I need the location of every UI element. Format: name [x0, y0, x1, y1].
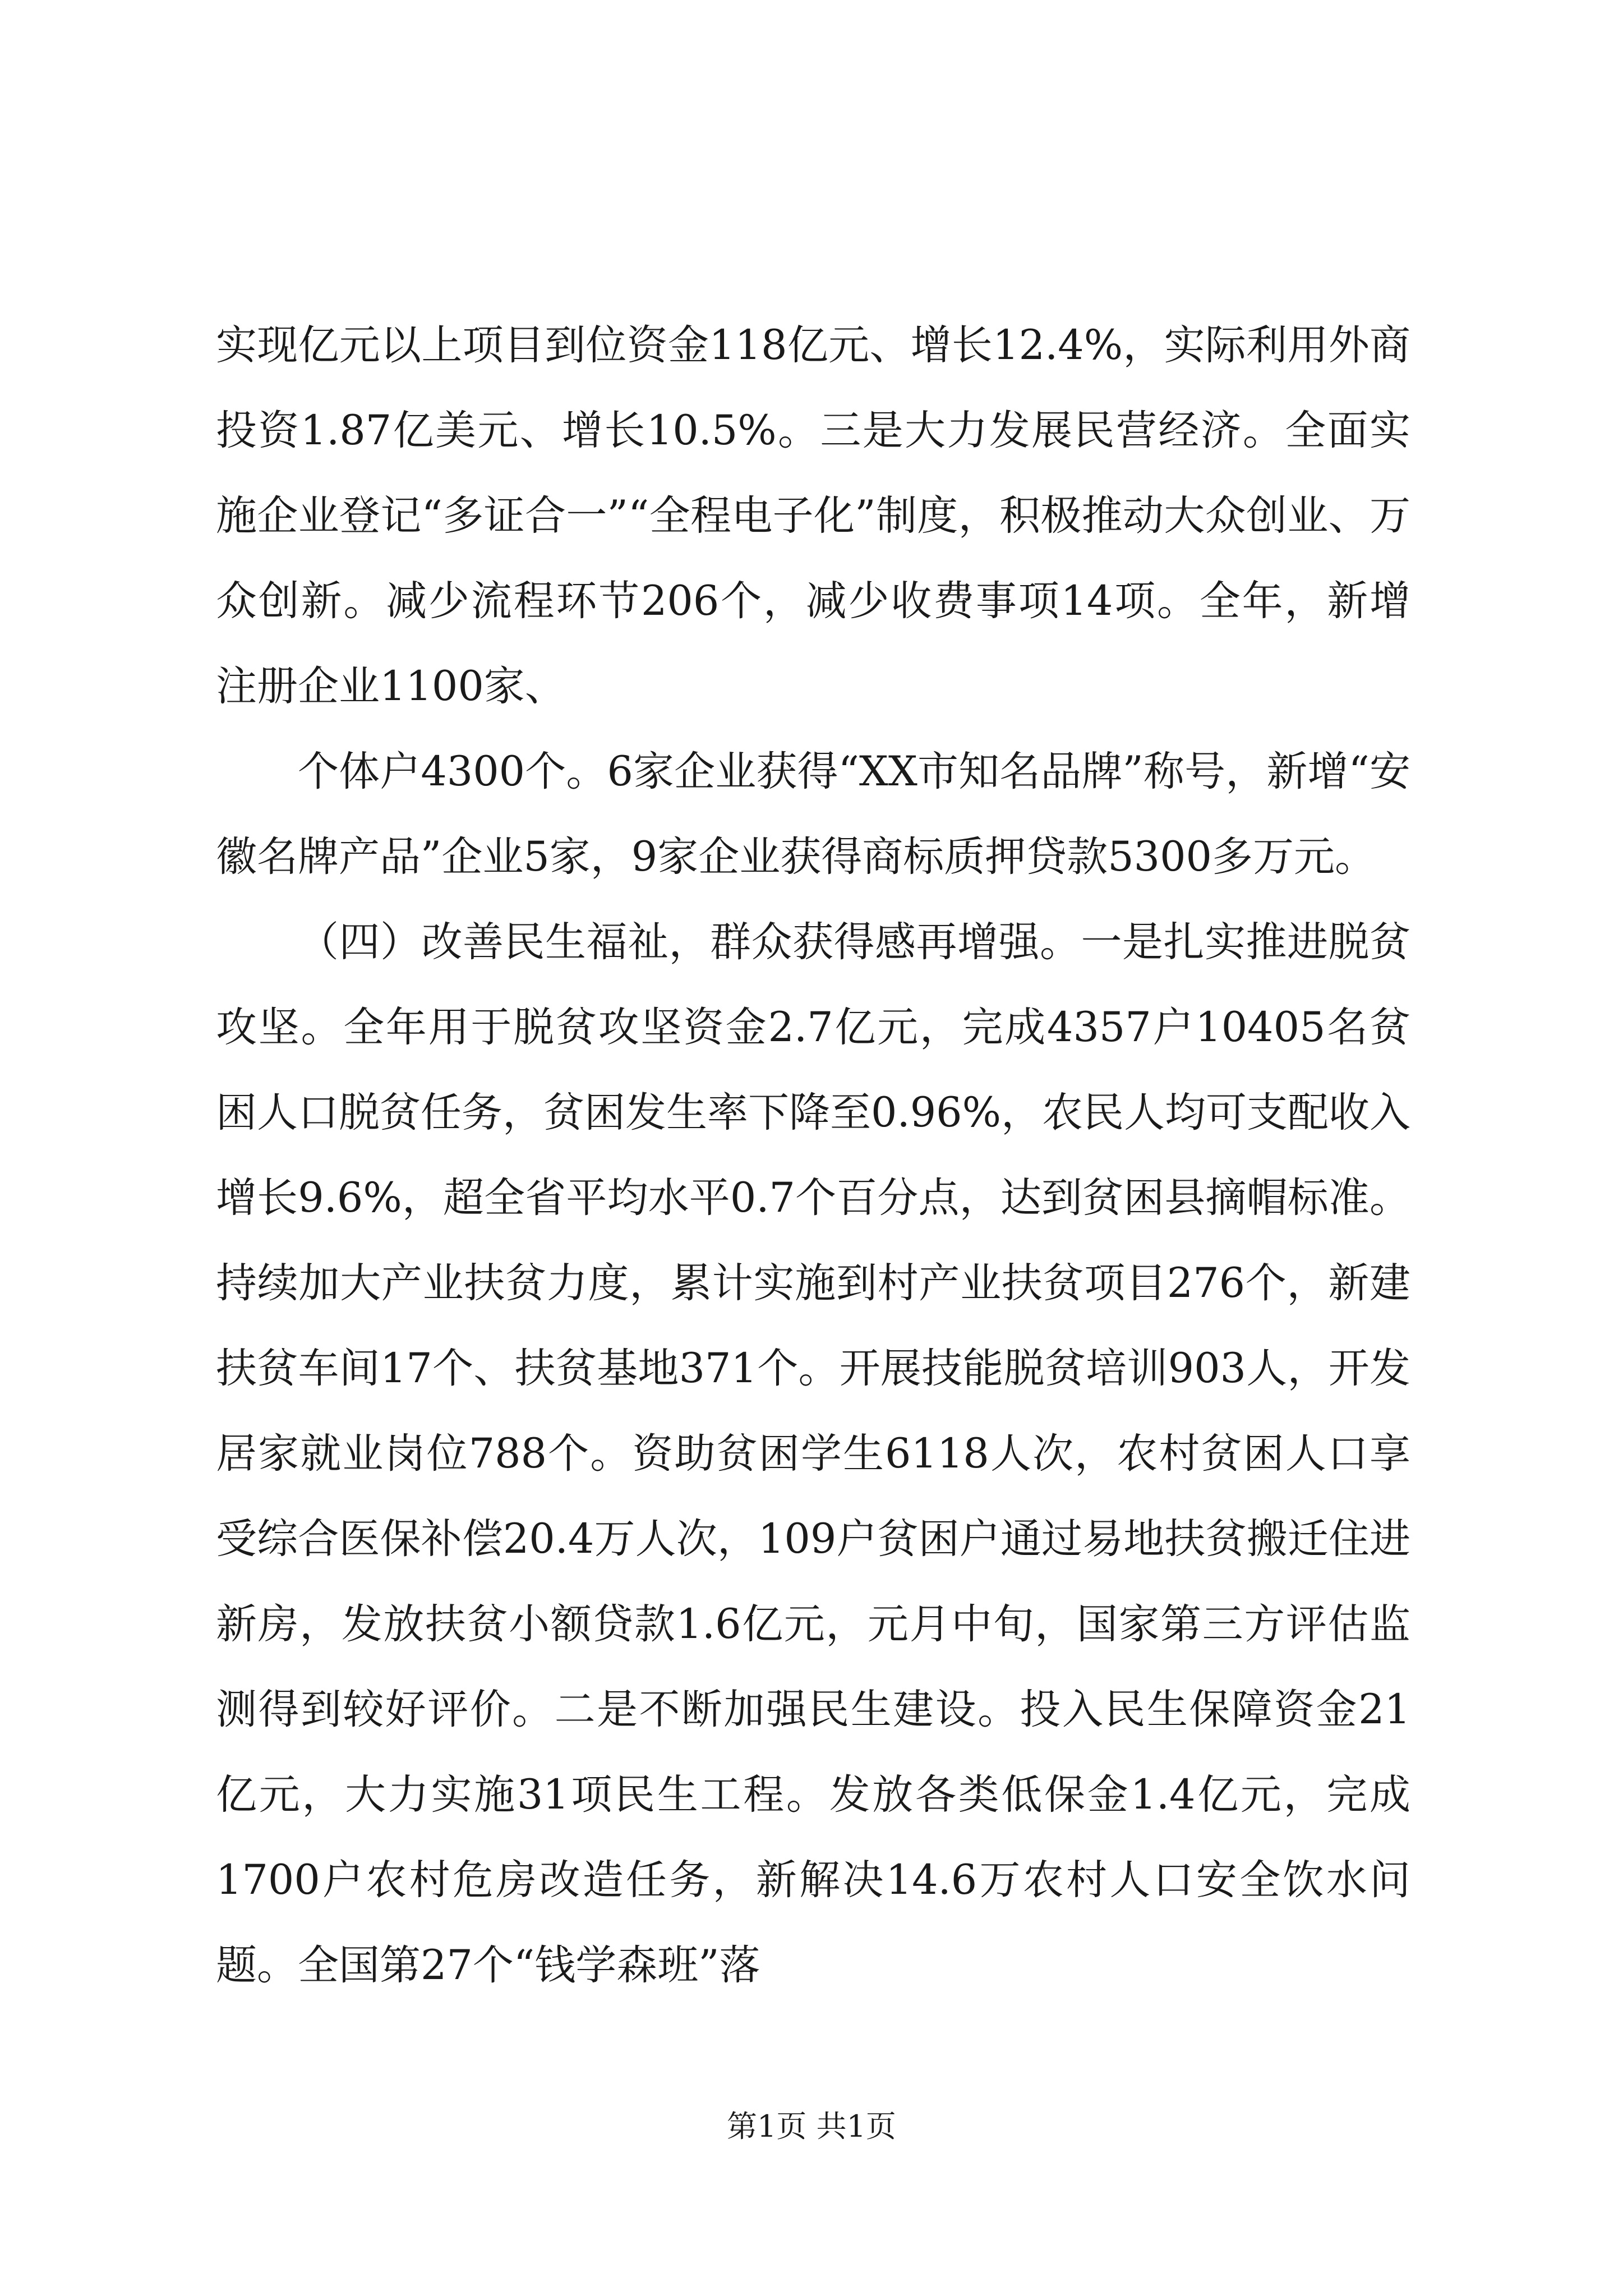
paragraph-3: （四）改善民生福祉，群众获得感再增强。一是扎实推进脱贫攻坚。全年用于脱贫攻坚资金2.7亿元，完成4357户10405名贫困人口脱贫任务，贫困发生率下降至0.96%，农民人均可支配收入增长9.6%，超全省平均水平0.7个百分点，达到贫困县摘帽标准。持续加大产业扶贫力度，累计实施到村产业扶贫项目276个，新建扶贫车间17个、扶贫基地371个。开展技能脱贫培训903人，开发居家就业岗位788个。资助贫困学生6118人次，农村贫困人口享受综合医保补偿20.4万人次，109户贫困户通过易地扶贫搬迁住进新房，发放扶贫小额贷款1.6亿元，元月中旬，国家第三方评估监测得到较好评价。二是不断加强民生建设。投入民生保障资金21亿元，大力实施31项民生工程。发放各类低保金1.4亿元，完成1700户农村危房改造任务，新解决14.6万农村人口安全饮水问题。全国第27个“钱学森班”落: [216, 918, 1410, 1989]
paragraph-1: 实现亿元以上项目到位资金118亿元、增长12.4%，实际利用外商投资1.87亿美元、增长10.5%。三是大力发展民营经济。全面实施企业登记“多证合一”“全程电子化”制度，积极推动大众创业、万众创新。减少流程环节206个，减少收费事项14项。全年，新增注册企业1100家、: [216, 321, 1410, 710]
paragraph-2: 个体户4300个。6家企业获得“XX市知名品牌”称号，新增“安徽名牌产品”企业5家，9家企业获得商标质押贷款5300多万元。: [216, 748, 1410, 881]
document-body: [216, 303, 1410, 2008]
page-footer: 第1页 共1页: [727, 2109, 896, 2144]
